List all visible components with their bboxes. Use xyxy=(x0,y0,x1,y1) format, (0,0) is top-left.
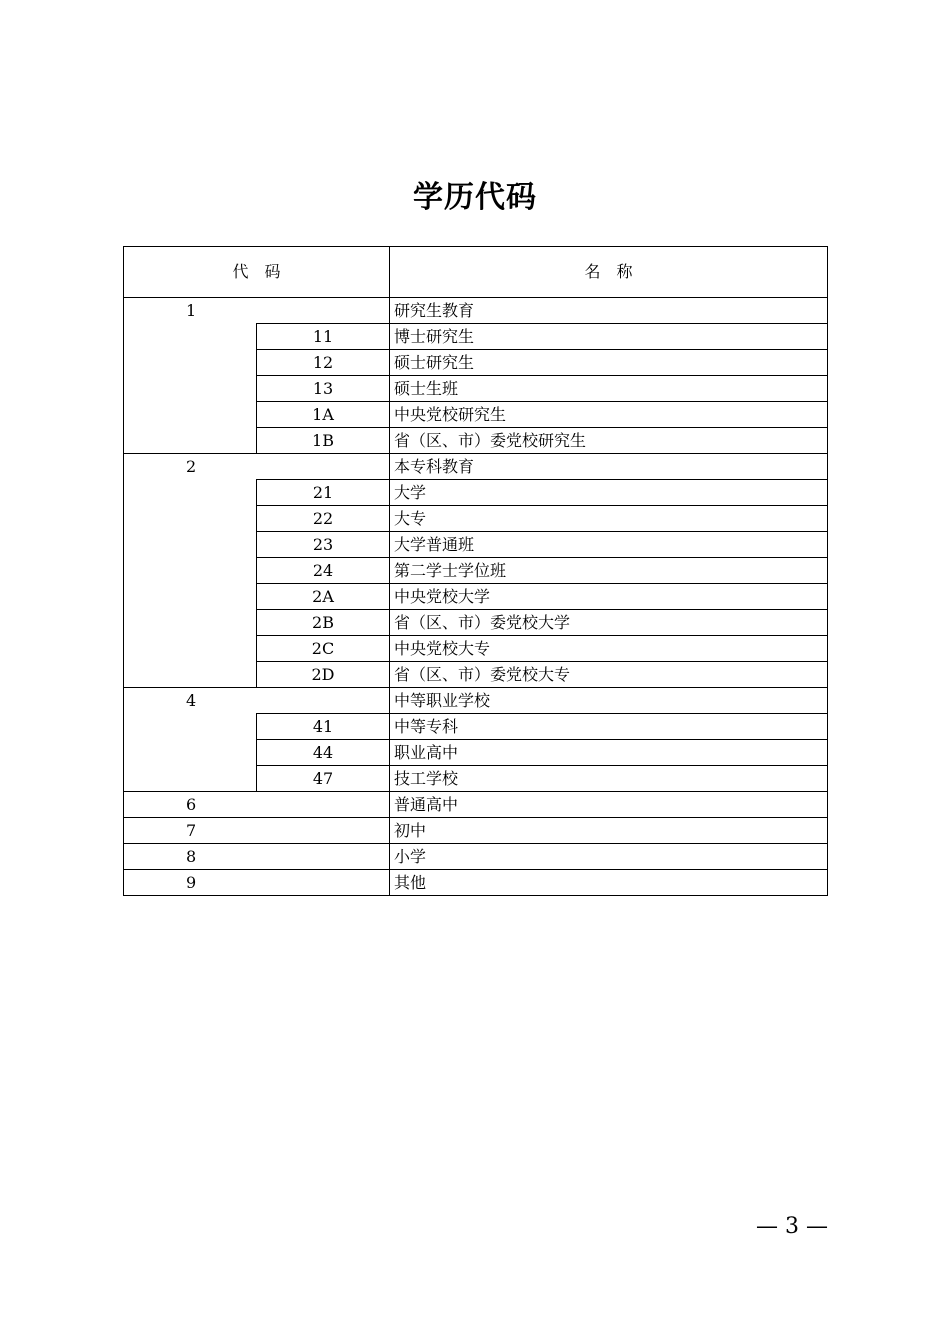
name-cell: 省（区、市）委党校研究生 xyxy=(390,428,828,454)
table-row xyxy=(124,376,828,402)
sub-code-cell: 11 xyxy=(257,324,390,350)
table-row xyxy=(124,610,828,636)
name-cell: 省（区、市）委党校大专 xyxy=(390,662,828,688)
name-cell: 大学普通班 xyxy=(390,532,828,558)
table-row-category xyxy=(124,870,828,896)
category-code-cell: 8 xyxy=(124,844,390,870)
group-spacer-cell xyxy=(124,506,257,532)
page-number: — 3 — xyxy=(756,1214,828,1239)
name-cell: 第二学士学位班 xyxy=(390,558,828,584)
name-cell: 大学 xyxy=(390,480,828,506)
table-row xyxy=(124,636,828,662)
sub-code-cell: 44 xyxy=(257,740,390,766)
sub-code-cell: 12 xyxy=(257,350,390,376)
name-cell: 硕士生班 xyxy=(390,376,828,402)
table-row-category xyxy=(124,792,828,818)
header-code: 代 码 xyxy=(124,247,390,298)
sub-code-cell: 41 xyxy=(257,714,390,740)
education-code-table xyxy=(123,246,828,896)
name-cell: 中央党校大学 xyxy=(390,584,828,610)
name-cell: 博士研究生 xyxy=(390,324,828,350)
sub-code-cell: 22 xyxy=(257,506,390,532)
group-spacer-cell xyxy=(124,584,257,610)
sub-code-cell: 23 xyxy=(257,532,390,558)
table-row xyxy=(124,714,828,740)
table-row xyxy=(124,662,828,688)
group-spacer-cell xyxy=(124,558,257,584)
category-code-cell: 6 xyxy=(124,792,390,818)
table-row xyxy=(124,532,828,558)
group-spacer-cell xyxy=(124,740,257,766)
group-spacer-cell xyxy=(124,376,257,402)
header-name: 名 称 xyxy=(390,247,828,298)
category-code-cell: 7 xyxy=(124,818,390,844)
sub-code-cell: 2D xyxy=(257,662,390,688)
table-row xyxy=(124,402,828,428)
table-row xyxy=(124,766,828,792)
category-code-cell: 9 xyxy=(124,870,390,896)
group-spacer-cell xyxy=(124,324,257,350)
name-cell: 省（区、市）委党校大学 xyxy=(390,610,828,636)
group-spacer-cell xyxy=(124,662,257,688)
group-spacer-cell xyxy=(124,766,257,792)
table-row xyxy=(124,558,828,584)
name-cell: 中央党校研究生 xyxy=(390,402,828,428)
sub-code-cell: 13 xyxy=(257,376,390,402)
name-cell: 其他 xyxy=(390,870,828,896)
name-cell: 本专科教育 xyxy=(390,454,828,480)
group-spacer-cell xyxy=(124,636,257,662)
name-cell: 技工学校 xyxy=(390,766,828,792)
table-row-category xyxy=(124,688,828,714)
name-cell: 中等专科 xyxy=(390,714,828,740)
category-code-cell: 1 xyxy=(124,298,390,324)
name-cell: 研究生教育 xyxy=(390,298,828,324)
table-body xyxy=(124,298,828,896)
group-spacer-cell xyxy=(124,480,257,506)
sub-code-cell: 1A xyxy=(257,402,390,428)
table-row-category xyxy=(124,844,828,870)
name-cell: 中央党校大专 xyxy=(390,636,828,662)
table-row xyxy=(124,584,828,610)
table-row xyxy=(124,324,828,350)
sub-code-cell: 1B xyxy=(257,428,390,454)
sub-code-cell: 21 xyxy=(257,480,390,506)
name-cell: 普通高中 xyxy=(390,792,828,818)
sub-code-cell: 24 xyxy=(257,558,390,584)
sub-code-cell: 2A xyxy=(257,584,390,610)
sub-code-cell: 2B xyxy=(257,610,390,636)
name-cell: 中等职业学校 xyxy=(390,688,828,714)
name-cell: 大专 xyxy=(390,506,828,532)
table-row xyxy=(124,740,828,766)
group-spacer-cell xyxy=(124,428,257,454)
sub-code-cell: 2C xyxy=(257,636,390,662)
group-spacer-cell xyxy=(124,714,257,740)
table-row xyxy=(124,506,828,532)
name-cell: 小学 xyxy=(390,844,828,870)
group-spacer-cell xyxy=(124,350,257,376)
sub-code-cell: 47 xyxy=(257,766,390,792)
table-row xyxy=(124,428,828,454)
table-header-row xyxy=(124,247,828,298)
category-code-cell: 2 xyxy=(124,454,390,480)
table-row-category xyxy=(124,298,828,324)
table-row-category xyxy=(124,454,828,480)
category-code-cell: 4 xyxy=(124,688,390,714)
group-spacer-cell xyxy=(124,532,257,558)
name-cell: 硕士研究生 xyxy=(390,350,828,376)
group-spacer-cell xyxy=(124,610,257,636)
table-row-category xyxy=(124,818,828,844)
page-title: 学历代码 xyxy=(413,180,537,215)
table-row xyxy=(124,350,828,376)
table-row xyxy=(124,480,828,506)
name-cell: 初中 xyxy=(390,818,828,844)
group-spacer-cell xyxy=(124,402,257,428)
name-cell: 职业高中 xyxy=(390,740,828,766)
